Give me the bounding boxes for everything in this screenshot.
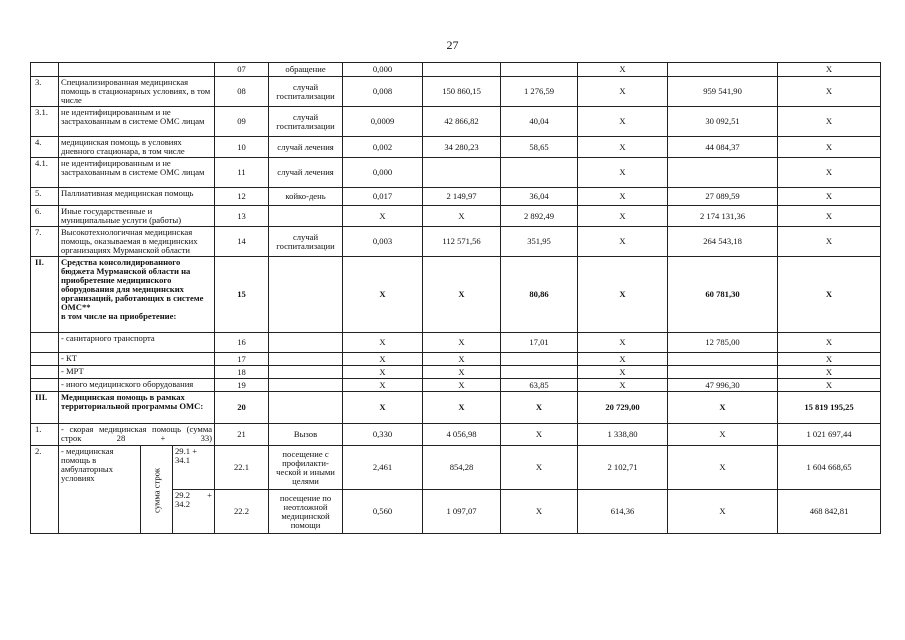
cell-code: 13 (215, 206, 269, 227)
cell-v6: Х (778, 379, 881, 392)
cell-v1: 0,017 (343, 188, 423, 206)
cell-v5: 2 174 131,36 (668, 206, 778, 227)
cell-v6: 1 604 668,65 (778, 446, 881, 490)
table-row (31, 77, 881, 107)
table-row (31, 227, 881, 257)
cell-code: 12 (215, 188, 269, 206)
cell-v2: 4 056,98 (423, 424, 501, 446)
cell-v1: Х (343, 206, 423, 227)
cell-v1: 0,008 (343, 77, 423, 107)
cell-unit: случай госпитализации (269, 107, 343, 137)
cell-v3 (501, 63, 578, 77)
cell-v6: Х (778, 333, 881, 353)
cell-v6: Х (778, 353, 881, 366)
cell-unit: случай лечения (269, 137, 343, 158)
cell-code: 19 (215, 379, 269, 392)
section-title: Средства консолидированного бюджета Мурманской области на приобретение медицинского оборудования для медицинских организаций, работающих в системе ОМС** (61, 257, 204, 313)
cell-unit: случай госпитализации (269, 77, 343, 107)
cell-v5: 12 785,00 (668, 333, 778, 353)
cell-v1: 0,002 (343, 137, 423, 158)
cell-ref: 29.2 + 34.2 (173, 490, 215, 534)
cell-v5: 47 996,30 (668, 379, 778, 392)
cell-v5: 60 781,30 (668, 257, 778, 333)
table-row (31, 63, 881, 77)
cell-v2: 1 097,07 (423, 490, 501, 534)
table-row-section-ii (31, 257, 881, 333)
cell-v5 (668, 158, 778, 188)
cell-v6: Х (778, 206, 881, 227)
cell-v6: Х (778, 107, 881, 137)
cell-v6: 468 842,81 (778, 490, 881, 534)
cell-v6: Х (778, 257, 881, 333)
cell-v1: 0,000 (343, 158, 423, 188)
table-row (31, 107, 881, 137)
cell-v3: Х (501, 392, 578, 424)
cell-code: 20 (215, 392, 269, 424)
cell-v2: 42 866,82 (423, 107, 501, 137)
cell-num: 6. (31, 206, 59, 227)
cell-v2: 854,28 (423, 446, 501, 490)
cell-v3: 58,65 (501, 137, 578, 158)
cell-v3: 17,01 (501, 333, 578, 353)
cell-name: не идентифицированным и не застрахованным в системе ОМС лицам (59, 158, 215, 188)
cell-name: Высокотехнологичная медицинская помощь, оказываемая в медицинских организациях Мурманской области (59, 227, 215, 257)
cell-name: - иного медицинского оборудования (59, 379, 215, 392)
cell-v6: Х (778, 227, 881, 257)
cell-v3: 63,85 (501, 379, 578, 392)
cell-code: 18 (215, 366, 269, 379)
cell-v4: Х (578, 227, 668, 257)
cell-v1: 0,003 (343, 227, 423, 257)
cell-v6: Х (778, 158, 881, 188)
cell-v6: 15 819 195,25 (778, 392, 881, 424)
cell-code: 08 (215, 77, 269, 107)
cell-code: 22.1 (215, 446, 269, 490)
cell-unit (269, 392, 343, 424)
cell-num: 2. (31, 446, 59, 534)
cell-v5 (668, 353, 778, 366)
cell-v3: Х (501, 490, 578, 534)
cell-v2: 112 571,56 (423, 227, 501, 257)
page-number: 27 (446, 38, 459, 52)
table-row (31, 333, 881, 353)
cell-num: 3.1. (31, 107, 59, 137)
cell-unit: койко-день (269, 188, 343, 206)
cell-v1: Х (343, 257, 423, 333)
cell-v3: 1 276,59 (501, 77, 578, 107)
cell-v4: Х (578, 77, 668, 107)
cell-v2 (423, 158, 501, 188)
cell-v6: Х (778, 137, 881, 158)
cell-unit: посещение по неотложной медицинской помощи (269, 490, 343, 534)
cell-code: 14 (215, 227, 269, 257)
cell-v1: Х (343, 333, 423, 353)
table-row (31, 206, 881, 227)
cell-name: - КТ (59, 353, 215, 366)
cell-v5: Х (668, 424, 778, 446)
cell-num: 7. (31, 227, 59, 257)
cell-code: 22.2 (215, 490, 269, 534)
cell-v1: 0,0009 (343, 107, 423, 137)
cell-v4: Х (578, 158, 668, 188)
cell-code: 09 (215, 107, 269, 137)
cell-v2: Х (423, 379, 501, 392)
cell-unit: посещение с профилакти-ческой и иными целями (269, 446, 343, 490)
cell-unit (269, 353, 343, 366)
cell-v4: Х (578, 257, 668, 333)
cell-v2: 34 280,23 (423, 137, 501, 158)
cell-v4: Х (578, 63, 668, 77)
cell-v1: 0,560 (343, 490, 423, 534)
cell-v5 (668, 63, 778, 77)
cell-v6: Х (778, 366, 881, 379)
cell-v4: 2 102,71 (578, 446, 668, 490)
cell-num: II. (31, 257, 59, 333)
cell-v1: 2,461 (343, 446, 423, 490)
financing-table (30, 62, 881, 534)
cell-v6: 1 021 697,44 (778, 424, 881, 446)
cell-v2: Х (423, 392, 501, 424)
cell-v4: Х (578, 206, 668, 227)
table-row (31, 188, 881, 206)
cell-v3: 36,04 (501, 188, 578, 206)
cell-v2: 150 860,15 (423, 77, 501, 107)
cell-num (31, 333, 59, 353)
cell-v2 (423, 63, 501, 77)
cell-num (31, 379, 59, 392)
cell-name: - МРТ (59, 366, 215, 379)
cell-v3 (501, 366, 578, 379)
cell-v5: 44 084,37 (668, 137, 778, 158)
cell-num (31, 63, 59, 77)
cell-unit (269, 257, 343, 333)
cell-code: 21 (215, 424, 269, 446)
cell-name: Специализированная медицинская помощь в стационарных условиях, в том числе (59, 77, 215, 107)
cell-v4: Х (578, 137, 668, 158)
cell-name (59, 257, 215, 333)
cell-v1: Х (343, 392, 423, 424)
table-row (31, 137, 881, 158)
cell-name: Паллиативная медицинская помощь (59, 188, 215, 206)
cell-code: 15 (215, 257, 269, 333)
section-subtitle: в том числе на приобретение: (61, 311, 177, 322)
cell-v5 (668, 366, 778, 379)
cell-v4: 20 729,00 (578, 392, 668, 424)
cell-v6: Х (778, 188, 881, 206)
cell-unit: случай лечения (269, 158, 343, 188)
table-row (31, 446, 881, 490)
cell-v1: Х (343, 366, 423, 379)
cell-unit (269, 379, 343, 392)
table-row (31, 353, 881, 366)
cell-code: 11 (215, 158, 269, 188)
cell-v4: Х (578, 188, 668, 206)
cell-name: медицинская помощь в условиях дневного стационара, в том числе (59, 137, 215, 158)
cell-unit: случай госпитализации (269, 227, 343, 257)
cell-v2: Х (423, 333, 501, 353)
cell-code: 07 (215, 63, 269, 77)
cell-name: не идентифицированным и не застрахованным в системе ОМС лицам (59, 107, 215, 137)
cell-v3: Х (501, 446, 578, 490)
table-row (31, 366, 881, 379)
cell-num: 4. (31, 137, 59, 158)
cell-v5: Х (668, 392, 778, 424)
table-row (31, 158, 881, 188)
cell-v6: Х (778, 63, 881, 77)
cell-code: 10 (215, 137, 269, 158)
cell-name: Медицинская помощь в рамках территориальной программы ОМС: (59, 392, 215, 424)
cell-v5: Х (668, 446, 778, 490)
cell-num (31, 353, 59, 366)
cell-v5: 959 541,90 (668, 77, 778, 107)
cell-unit (269, 333, 343, 353)
table-row (31, 424, 881, 446)
cell-num (31, 366, 59, 379)
cell-v3: Х (501, 424, 578, 446)
cell-v3 (501, 353, 578, 366)
cell-unit (269, 366, 343, 379)
cell-name (59, 63, 215, 77)
cell-v4: Х (578, 379, 668, 392)
cell-v1: Х (343, 379, 423, 392)
cell-v1: 0,330 (343, 424, 423, 446)
cell-v2: Х (423, 206, 501, 227)
cell-v4: Х (578, 107, 668, 137)
cell-v3: 80,86 (501, 257, 578, 333)
cell-v4: Х (578, 333, 668, 353)
cell-v3: 40,04 (501, 107, 578, 137)
cell-v2: 2 149,97 (423, 188, 501, 206)
cell-ref: 29.1 + 34.1 (173, 446, 215, 490)
cell-v6: Х (778, 77, 881, 107)
cell-v1: 0,000 (343, 63, 423, 77)
cell-v5: 30 092,51 (668, 107, 778, 137)
cell-v4: 614,36 (578, 490, 668, 534)
cell-name: - скорая медицинская помощь (сумма строк 28 + 33) (59, 424, 215, 446)
cell-code: 16 (215, 333, 269, 353)
cell-name: - санитарного транспорта (59, 333, 215, 353)
cell-v5: Х (668, 490, 778, 534)
cell-v3: 351,95 (501, 227, 578, 257)
cell-unit (269, 206, 343, 227)
table-row (31, 379, 881, 392)
cell-name: - медицинская помощь в амбулаторных условиях (59, 446, 141, 534)
cell-v2: Х (423, 353, 501, 366)
cell-unit: обращение (269, 63, 343, 77)
cell-v3 (501, 158, 578, 188)
cell-v3: 2 892,49 (501, 206, 578, 227)
cell-v5: 27 089,59 (668, 188, 778, 206)
cell-v2: Х (423, 366, 501, 379)
cell-unit: Вызов (269, 424, 343, 446)
cell-v2: Х (423, 257, 501, 333)
cell-v4: Х (578, 353, 668, 366)
cell-num: 5. (31, 188, 59, 206)
table-row-section-iii (31, 392, 881, 424)
cell-num: 1. (31, 424, 59, 446)
cell-code: 17 (215, 353, 269, 366)
cell-vertical-label: сумма строк (141, 446, 173, 534)
cell-v4: 1 338,80 (578, 424, 668, 446)
cell-v4: Х (578, 366, 668, 379)
cell-num: 4.1. (31, 158, 59, 188)
cell-name: Иные государственные и муниципальные услуги (работы) (59, 206, 215, 227)
cell-num: 3. (31, 77, 59, 107)
cell-num: III. (31, 392, 59, 424)
cell-v5: 264 543,18 (668, 227, 778, 257)
cell-v1: Х (343, 353, 423, 366)
